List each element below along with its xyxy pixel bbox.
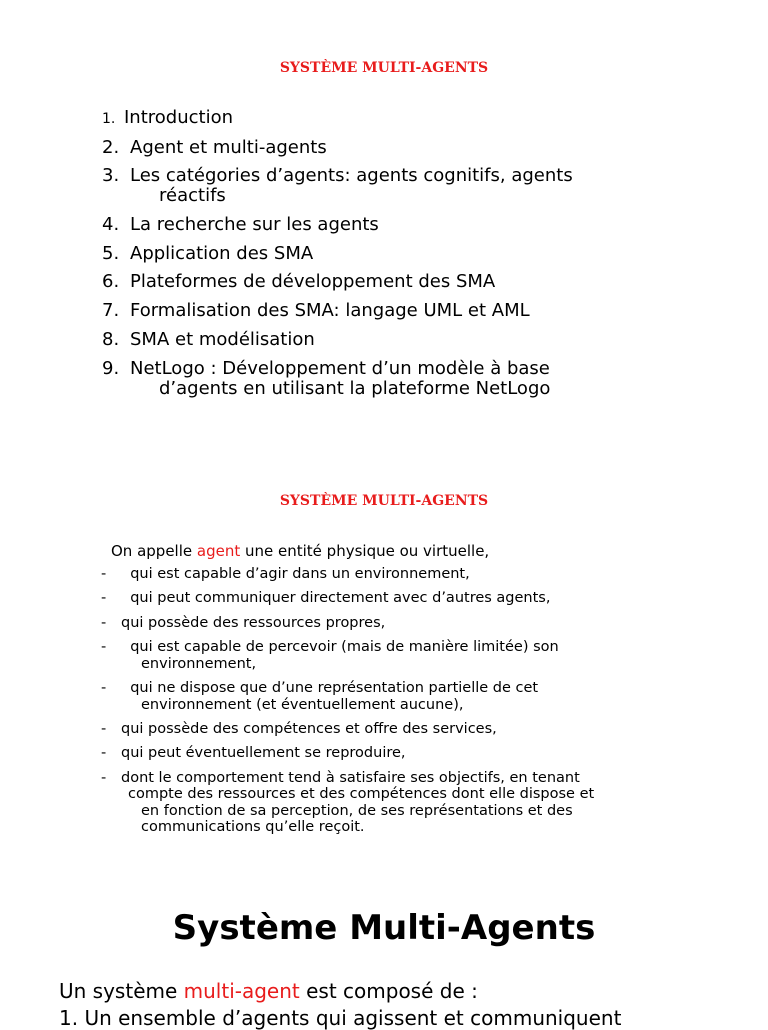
definition-text: qui ne dispose que d’une représentation partielle de cet (121, 680, 539, 697)
toc-item (102, 244, 722, 264)
definition-item (101, 770, 681, 836)
toc-item (102, 301, 722, 321)
definition-text: dont le comportement tend à satisfaire ses objectifs, en tenant (121, 769, 580, 786)
toc-text: La recherche sur les agents (130, 214, 379, 236)
definition-text: qui est capable de percevoir (mais de manière limitée) son (121, 639, 559, 656)
toc-text: Application des SMA (130, 242, 314, 264)
toc-text: Formalisation des SMA: langage UML et AML (130, 300, 530, 322)
multi-agent-component-item: 1. Un ensemble d’agents qui agissent et communiquent (59, 1006, 622, 1030)
definition-text-continued: compte des ressources et des compétences dont elle dispose et (128, 786, 595, 803)
toc-text: Introduction (124, 107, 234, 128)
toc-number: 2. (102, 136, 120, 158)
definition-text: qui possède des compétences et offre des services, (121, 720, 497, 737)
toc-item (102, 108, 722, 129)
toc-number: 7. (102, 300, 120, 322)
slide3-title: Système Multi-Agents (172, 908, 596, 948)
definition-text: qui peut communiquer directement avec d’autres agents, (121, 590, 551, 607)
intro-text-after: est composé de : (299, 979, 478, 1003)
toc-text-continued: réactifs (159, 185, 226, 207)
toc-item (102, 272, 722, 292)
intro-text-after: une entité physique ou virtuelle, (240, 542, 490, 560)
toc-text: NetLogo : Développement d’un modèle à base (130, 357, 550, 379)
toc-item (102, 215, 722, 235)
toc-text-continued: d’agents en utilisant la plateforme NetLogo (159, 377, 551, 399)
multi-agent-definition-intro (59, 979, 478, 1003)
bullet-dash: - (101, 769, 107, 786)
definition-item (101, 680, 681, 713)
highlight-agent: agent (196, 542, 241, 560)
toc-number: 1. (102, 111, 116, 127)
bullet-dash: - (101, 614, 107, 631)
definition-text-continued: en fonction de sa perception, de ses représentations et des (141, 802, 573, 819)
definition-text-continued: environnement (et éventuellement aucune), (141, 696, 464, 713)
slide1-title: SYSTÈME MULTI-AGENTS (279, 60, 489, 76)
toc-text: SMA et modélisation (130, 328, 315, 350)
toc-number: 8. (102, 328, 120, 350)
definition-item (101, 615, 681, 632)
definition-item (101, 639, 681, 672)
toc-number: 5. (102, 242, 120, 264)
bullet-dash: - (101, 639, 107, 656)
definition-text: qui est capable d’agir dans un environnement, (121, 566, 470, 582)
agent-definition-list (101, 566, 681, 844)
definition-text: qui possède des ressources propres, (121, 614, 386, 631)
toc-number: 3. (102, 165, 120, 187)
intro-text: Un système (59, 979, 184, 1003)
toc-number: 9. (102, 357, 120, 379)
definition-item (101, 566, 681, 583)
agent-definition-intro (111, 542, 489, 560)
toc-text: Agent et multi-agents (130, 136, 327, 158)
bullet-dash: - (101, 680, 107, 697)
toc-number: 4. (102, 214, 120, 236)
toc-text: Les catégories d’agents: agents cognitifs, agents (130, 165, 573, 187)
definition-item (101, 745, 681, 762)
slide2-title: SYSTÈME MULTI-AGENTS (279, 493, 489, 509)
definition-item (101, 590, 681, 607)
bullet-dash: - (101, 745, 107, 762)
intro-text: On appelle (111, 542, 197, 560)
toc-item (102, 359, 722, 399)
bullet-dash: - (101, 566, 107, 582)
bullet-dash: - (101, 720, 107, 737)
toc-item (102, 330, 722, 350)
highlight-multi-agent: multi-agent (183, 979, 300, 1003)
toc-item (102, 166, 722, 206)
toc-number: 6. (102, 271, 120, 293)
bullet-dash: - (101, 590, 107, 607)
toc-item (102, 138, 722, 158)
definition-item (101, 721, 681, 738)
definition-text-continued: communications qu’elle reçoit. (141, 819, 365, 836)
toc-text: Plateformes de développement des SMA (130, 271, 496, 293)
definition-text-continued: environnement, (141, 655, 257, 672)
definition-text: qui peut éventuellement se reproduire, (121, 745, 406, 762)
table-of-contents (102, 108, 722, 407)
